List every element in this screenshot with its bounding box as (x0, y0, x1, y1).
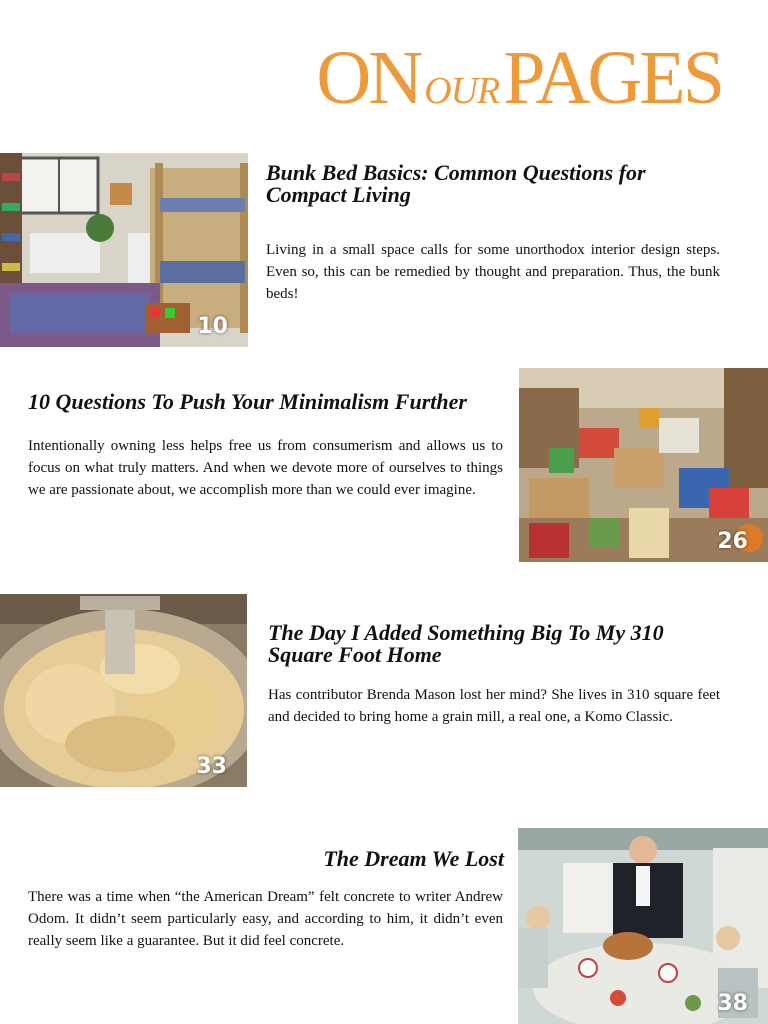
article-description: Living in a small space calls for some unorthodox interior design steps. Even so, this can be remedied by thought and preparation. Thus, the bunk beds! (266, 242, 720, 302)
cluttered-room-photo (519, 368, 768, 562)
article-description: Intentionally owning less helps free us from consumerism and allows us to focus on what truly matters. And when we devote more of ourselves to things we are passionate about, we accomplish more than we could ever imagine. (28, 438, 503, 498)
article-title[interactable]: The Day I Added Something Big To My 310 Square Foot Home (268, 620, 664, 667)
article-description: There was a time when “the American Dream” felt concrete to writer Andrew Odom. It didn’t seem particularly easy, and according to him, it didn’t even really seem like a guarantee. But it did feel concrete. (28, 889, 503, 949)
article-title[interactable]: 10 Questions To Push Your Minimalism Further (28, 389, 467, 414)
article-description: Has contributor Brenda Mason lost her mind? She lives in 310 square feet and decided to bring home a grain mill, a real one, a Komo Classic. (268, 687, 720, 725)
masthead-on: ON (316, 36, 421, 120)
dough-mixer-photo (0, 594, 247, 787)
article-title[interactable]: The Dream We Lost (323, 846, 504, 871)
page-number: 10 (197, 314, 228, 339)
page-number: 33 (196, 754, 227, 779)
masthead (316, 36, 722, 120)
family-dinner-photo (518, 828, 768, 1024)
page-number: 38 (717, 991, 748, 1016)
masthead-our: OUR (424, 70, 500, 112)
masthead-pages: PAGES (503, 36, 722, 120)
article-title[interactable]: Bunk Bed Basics: Common Questions for Compact Living (266, 160, 646, 207)
page-number: 26 (717, 529, 748, 554)
bunk-bed-room-photo (0, 153, 248, 347)
